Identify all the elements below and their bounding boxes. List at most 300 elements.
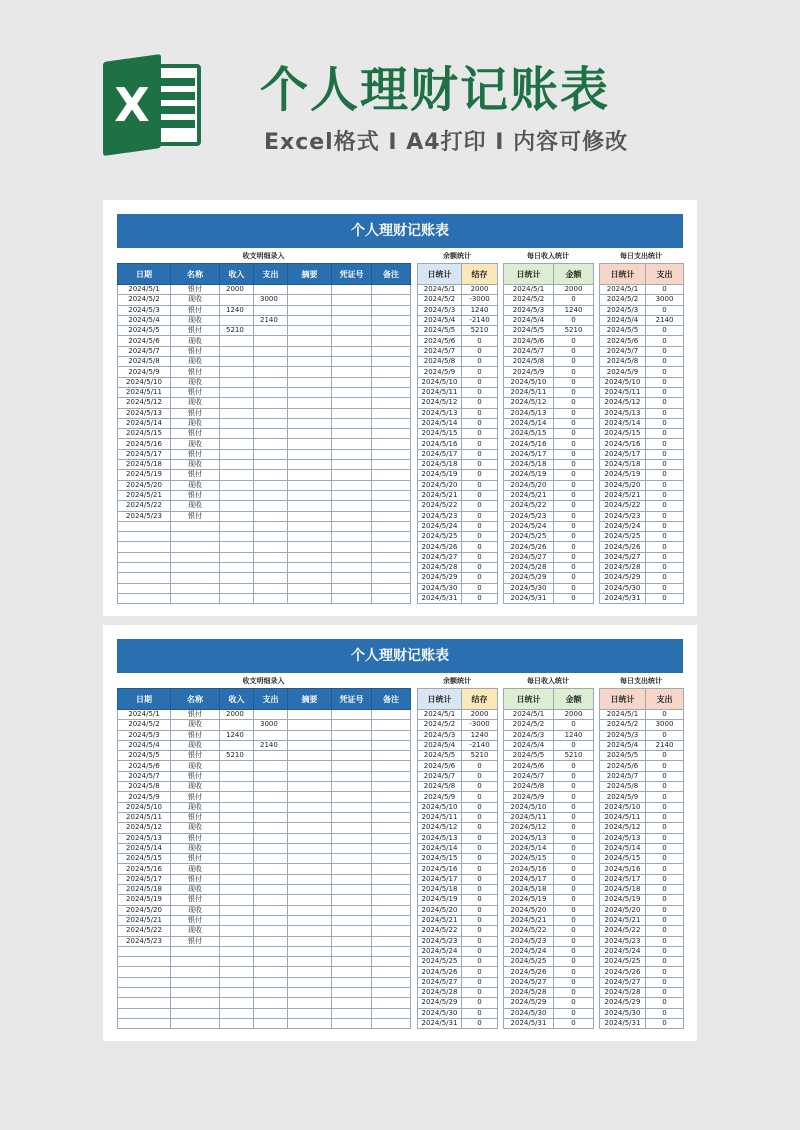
table-cell[interactable] xyxy=(254,1008,288,1018)
table-cell[interactable]: 2024/5/5 xyxy=(118,326,171,336)
table-cell[interactable] xyxy=(288,460,332,470)
table-cell[interactable] xyxy=(372,429,411,439)
table-cell[interactable] xyxy=(332,542,372,552)
table-cell[interactable]: 银付 xyxy=(171,771,220,781)
table-cell[interactable] xyxy=(288,926,332,936)
table-cell[interactable] xyxy=(254,480,288,490)
table-cell[interactable] xyxy=(372,532,411,542)
table-cell[interactable]: 银付 xyxy=(171,326,220,336)
table-cell[interactable] xyxy=(220,988,254,998)
table-cell[interactable]: 现收 xyxy=(171,295,220,305)
table-cell[interactable] xyxy=(332,740,372,750)
table-cell[interactable] xyxy=(220,833,254,843)
table-cell[interactable] xyxy=(220,998,254,1008)
table-cell[interactable] xyxy=(372,946,411,956)
table-cell[interactable] xyxy=(372,398,411,408)
table-cell[interactable] xyxy=(332,387,372,397)
table-cell[interactable]: 2024/5/23 xyxy=(118,936,171,946)
table-cell[interactable] xyxy=(288,573,332,583)
table-cell[interactable] xyxy=(254,792,288,802)
table-cell[interactable] xyxy=(254,854,288,864)
table-cell[interactable] xyxy=(220,563,254,573)
table-cell[interactable]: 2024/5/14 xyxy=(118,418,171,428)
table-cell[interactable] xyxy=(372,583,411,593)
table-cell[interactable]: 5210 xyxy=(220,326,254,336)
table-cell[interactable] xyxy=(332,563,372,573)
table-cell[interactable]: 现收 xyxy=(171,377,220,387)
table-cell[interactable]: 2024/5/19 xyxy=(118,895,171,905)
table-cell[interactable] xyxy=(372,295,411,305)
table-cell[interactable] xyxy=(220,854,254,864)
table-cell[interactable] xyxy=(332,501,372,511)
table-cell[interactable] xyxy=(332,854,372,864)
table-cell[interactable] xyxy=(332,377,372,387)
table-cell[interactable] xyxy=(372,854,411,864)
table-cell[interactable] xyxy=(254,511,288,521)
table-cell[interactable] xyxy=(332,812,372,822)
table-cell[interactable] xyxy=(372,490,411,500)
table-cell[interactable] xyxy=(332,490,372,500)
table-cell[interactable] xyxy=(220,977,254,987)
table-cell[interactable]: 银付 xyxy=(171,305,220,315)
table-cell[interactable] xyxy=(332,583,372,593)
table-cell[interactable] xyxy=(288,336,332,346)
table-cell[interactable] xyxy=(171,573,220,583)
table-cell[interactable]: 银付 xyxy=(171,511,220,521)
table-cell[interactable] xyxy=(288,367,332,377)
table-cell[interactable] xyxy=(171,967,220,977)
table-cell[interactable] xyxy=(332,936,372,946)
table-cell[interactable] xyxy=(288,552,332,562)
table-cell[interactable] xyxy=(288,843,332,853)
table-cell[interactable] xyxy=(288,449,332,459)
table-cell[interactable] xyxy=(254,977,288,987)
table-cell[interactable]: 银付 xyxy=(171,854,220,864)
table-cell[interactable] xyxy=(254,563,288,573)
table-cell[interactable]: 2024/5/8 xyxy=(118,357,171,367)
table-cell[interactable]: 2024/5/1 xyxy=(118,710,171,720)
table-cell[interactable] xyxy=(288,833,332,843)
table-cell[interactable] xyxy=(254,583,288,593)
table-cell[interactable]: 银付 xyxy=(171,346,220,356)
table-cell[interactable] xyxy=(254,998,288,1008)
table-cell[interactable] xyxy=(171,1018,220,1028)
table-cell[interactable] xyxy=(372,593,411,603)
table-cell[interactable] xyxy=(372,1018,411,1028)
table-cell[interactable] xyxy=(332,998,372,1008)
table-cell[interactable] xyxy=(372,957,411,967)
table-cell[interactable]: 现收 xyxy=(171,761,220,771)
table-cell[interactable]: 银付 xyxy=(171,449,220,459)
table-cell[interactable] xyxy=(254,398,288,408)
table-cell[interactable] xyxy=(372,521,411,531)
table-cell[interactable] xyxy=(332,864,372,874)
table-cell[interactable] xyxy=(220,398,254,408)
table-cell[interactable]: 2024/5/6 xyxy=(118,336,171,346)
table-cell[interactable] xyxy=(372,771,411,781)
table-cell[interactable] xyxy=(254,501,288,511)
table-cell[interactable] xyxy=(220,761,254,771)
table-cell[interactable] xyxy=(254,439,288,449)
table-cell[interactable]: 3000 xyxy=(254,720,288,730)
table-cell[interactable]: 现收 xyxy=(171,802,220,812)
table-cell[interactable]: 现收 xyxy=(171,926,220,936)
table-cell[interactable] xyxy=(372,843,411,853)
table-cell[interactable]: 2024/5/3 xyxy=(118,730,171,740)
table-cell[interactable] xyxy=(372,751,411,761)
table-cell[interactable] xyxy=(118,988,171,998)
table-cell[interactable] xyxy=(171,957,220,967)
table-cell[interactable] xyxy=(332,326,372,336)
table-cell[interactable] xyxy=(332,967,372,977)
table-cell[interactable] xyxy=(288,988,332,998)
table-cell[interactable]: 2024/5/12 xyxy=(118,398,171,408)
table-cell[interactable] xyxy=(254,336,288,346)
table-cell[interactable] xyxy=(372,926,411,936)
table-cell[interactable] xyxy=(288,792,332,802)
table-cell[interactable] xyxy=(332,988,372,998)
table-cell[interactable] xyxy=(288,387,332,397)
table-cell[interactable] xyxy=(118,521,171,531)
table-cell[interactable] xyxy=(220,1018,254,1028)
table-cell[interactable] xyxy=(332,398,372,408)
table-cell[interactable]: 2024/5/15 xyxy=(118,854,171,864)
table-cell[interactable] xyxy=(118,583,171,593)
table-cell[interactable] xyxy=(220,823,254,833)
table-cell[interactable] xyxy=(332,346,372,356)
table-cell[interactable]: 2024/5/22 xyxy=(118,926,171,936)
table-cell[interactable] xyxy=(372,563,411,573)
table-cell[interactable] xyxy=(254,843,288,853)
table-cell[interactable] xyxy=(118,977,171,987)
table-cell[interactable] xyxy=(288,957,332,967)
table-cell[interactable] xyxy=(220,583,254,593)
table-cell[interactable]: 2024/5/12 xyxy=(118,823,171,833)
table-cell[interactable] xyxy=(254,429,288,439)
table-cell[interactable] xyxy=(118,573,171,583)
table-cell[interactable] xyxy=(372,449,411,459)
table-cell[interactable] xyxy=(220,460,254,470)
table-cell[interactable] xyxy=(332,885,372,895)
table-cell[interactable] xyxy=(372,823,411,833)
table-cell[interactable] xyxy=(372,336,411,346)
table-cell[interactable] xyxy=(254,751,288,761)
table-cell[interactable] xyxy=(254,823,288,833)
table-cell[interactable]: 2024/5/10 xyxy=(118,802,171,812)
table-cell[interactable]: 2024/5/11 xyxy=(118,387,171,397)
table-cell[interactable] xyxy=(254,449,288,459)
table-cell[interactable]: 银付 xyxy=(171,408,220,418)
table-cell[interactable] xyxy=(372,874,411,884)
table-cell[interactable] xyxy=(220,429,254,439)
table-cell[interactable] xyxy=(288,761,332,771)
table-cell[interactable] xyxy=(254,387,288,397)
table-cell[interactable] xyxy=(288,532,332,542)
table-cell[interactable] xyxy=(220,895,254,905)
table-cell[interactable]: 现收 xyxy=(171,720,220,730)
table-cell[interactable] xyxy=(332,429,372,439)
table-cell[interactable] xyxy=(254,812,288,822)
table-cell[interactable] xyxy=(220,336,254,346)
table-cell[interactable]: 2024/5/14 xyxy=(118,843,171,853)
table-cell[interactable] xyxy=(118,1018,171,1028)
table-cell[interactable] xyxy=(288,315,332,325)
table-cell[interactable]: 银付 xyxy=(171,936,220,946)
table-cell[interactable]: 银付 xyxy=(171,285,220,295)
table-cell[interactable] xyxy=(171,988,220,998)
table-cell[interactable] xyxy=(372,1008,411,1018)
table-cell[interactable]: 2140 xyxy=(254,740,288,750)
table-cell[interactable] xyxy=(254,905,288,915)
table-cell[interactable] xyxy=(372,761,411,771)
table-cell[interactable] xyxy=(332,418,372,428)
table-cell[interactable] xyxy=(220,387,254,397)
table-cell[interactable] xyxy=(288,720,332,730)
table-cell[interactable]: 2024/5/17 xyxy=(118,874,171,884)
table-cell[interactable] xyxy=(254,967,288,977)
table-cell[interactable] xyxy=(220,521,254,531)
table-cell[interactable]: 2024/5/18 xyxy=(118,885,171,895)
table-cell[interactable] xyxy=(372,895,411,905)
table-cell[interactable] xyxy=(288,885,332,895)
table-cell[interactable] xyxy=(171,1008,220,1018)
table-cell[interactable]: 银付 xyxy=(171,895,220,905)
table-cell[interactable]: 2024/5/9 xyxy=(118,792,171,802)
table-cell[interactable] xyxy=(254,490,288,500)
table-cell[interactable] xyxy=(220,295,254,305)
table-cell[interactable] xyxy=(254,573,288,583)
table-cell[interactable] xyxy=(332,761,372,771)
table-cell[interactable] xyxy=(332,946,372,956)
table-cell[interactable] xyxy=(254,915,288,925)
table-cell[interactable] xyxy=(332,905,372,915)
table-cell[interactable] xyxy=(288,1008,332,1018)
table-cell[interactable] xyxy=(118,967,171,977)
table-cell[interactable] xyxy=(220,905,254,915)
table-cell[interactable] xyxy=(288,874,332,884)
table-cell[interactable] xyxy=(220,936,254,946)
table-cell[interactable] xyxy=(254,895,288,905)
table-cell[interactable] xyxy=(288,295,332,305)
table-cell[interactable] xyxy=(254,542,288,552)
table-cell[interactable] xyxy=(332,285,372,295)
table-cell[interactable] xyxy=(372,326,411,336)
table-cell[interactable]: 银付 xyxy=(171,387,220,397)
table-cell[interactable] xyxy=(372,730,411,740)
table-cell[interactable] xyxy=(332,874,372,884)
table-cell[interactable]: 3000 xyxy=(254,295,288,305)
table-cell[interactable] xyxy=(254,761,288,771)
table-cell[interactable] xyxy=(254,367,288,377)
table-cell[interactable] xyxy=(372,346,411,356)
table-cell[interactable] xyxy=(288,905,332,915)
table-cell[interactable]: 现收 xyxy=(171,315,220,325)
table-cell[interactable] xyxy=(332,957,372,967)
table-cell[interactable]: 银付 xyxy=(171,429,220,439)
table-cell[interactable] xyxy=(372,501,411,511)
table-cell[interactable] xyxy=(332,926,372,936)
table-cell[interactable] xyxy=(332,305,372,315)
table-cell[interactable]: 2024/5/16 xyxy=(118,864,171,874)
table-cell[interactable]: 2024/5/21 xyxy=(118,490,171,500)
table-cell[interactable] xyxy=(288,346,332,356)
table-cell[interactable] xyxy=(220,720,254,730)
table-cell[interactable]: 银付 xyxy=(171,730,220,740)
table-cell[interactable]: 2024/5/5 xyxy=(118,751,171,761)
table-cell[interactable]: 银付 xyxy=(171,367,220,377)
table-cell[interactable]: 2024/5/11 xyxy=(118,812,171,822)
table-cell[interactable] xyxy=(372,305,411,315)
table-cell[interactable] xyxy=(288,782,332,792)
table-cell[interactable] xyxy=(288,998,332,1008)
table-cell[interactable] xyxy=(332,357,372,367)
table-cell[interactable] xyxy=(171,542,220,552)
table-cell[interactable]: 银付 xyxy=(171,470,220,480)
table-cell[interactable] xyxy=(332,295,372,305)
table-cell[interactable] xyxy=(288,730,332,740)
table-cell[interactable] xyxy=(288,583,332,593)
table-cell[interactable] xyxy=(288,563,332,573)
table-cell[interactable]: 2024/5/4 xyxy=(118,740,171,750)
table-cell[interactable] xyxy=(372,357,411,367)
table-cell[interactable] xyxy=(288,1018,332,1028)
table-cell[interactable] xyxy=(372,460,411,470)
table-cell[interactable] xyxy=(220,843,254,853)
table-cell[interactable] xyxy=(372,864,411,874)
table-cell[interactable]: 现收 xyxy=(171,439,220,449)
table-cell[interactable] xyxy=(220,346,254,356)
table-cell[interactable]: 银付 xyxy=(171,490,220,500)
table-cell[interactable] xyxy=(288,521,332,531)
table-cell[interactable] xyxy=(171,563,220,573)
table-cell[interactable] xyxy=(288,357,332,367)
table-cell[interactable] xyxy=(220,967,254,977)
table-cell[interactable] xyxy=(220,367,254,377)
table-cell[interactable] xyxy=(220,573,254,583)
table-cell[interactable]: 银付 xyxy=(171,874,220,884)
table-cell[interactable]: 现收 xyxy=(171,864,220,874)
table-cell[interactable] xyxy=(254,874,288,884)
table-cell[interactable] xyxy=(254,710,288,720)
table-cell[interactable] xyxy=(254,957,288,967)
table-cell[interactable] xyxy=(332,771,372,781)
table-cell[interactable]: 银付 xyxy=(171,751,220,761)
table-cell[interactable]: 2024/5/18 xyxy=(118,460,171,470)
table-cell[interactable] xyxy=(254,470,288,480)
table-cell[interactable] xyxy=(171,583,220,593)
table-cell[interactable] xyxy=(288,326,332,336)
table-cell[interactable] xyxy=(288,915,332,925)
table-cell[interactable] xyxy=(288,429,332,439)
table-cell[interactable] xyxy=(220,439,254,449)
table-cell[interactable] xyxy=(118,1008,171,1018)
table-cell[interactable]: 现收 xyxy=(171,418,220,428)
table-cell[interactable]: 银付 xyxy=(171,710,220,720)
table-cell[interactable] xyxy=(288,593,332,603)
table-cell[interactable]: 现收 xyxy=(171,398,220,408)
table-cell[interactable]: 银付 xyxy=(171,915,220,925)
table-cell[interactable] xyxy=(372,285,411,295)
table-cell[interactable] xyxy=(220,771,254,781)
table-cell[interactable] xyxy=(220,593,254,603)
table-cell[interactable] xyxy=(288,710,332,720)
table-cell[interactable]: 2024/5/13 xyxy=(118,833,171,843)
table-cell[interactable] xyxy=(254,357,288,367)
table-cell[interactable] xyxy=(372,885,411,895)
table-cell[interactable] xyxy=(332,802,372,812)
table-cell[interactable] xyxy=(254,936,288,946)
table-cell[interactable]: 2000 xyxy=(220,710,254,720)
table-cell[interactable] xyxy=(288,285,332,295)
table-cell[interactable] xyxy=(372,792,411,802)
table-cell[interactable] xyxy=(254,946,288,956)
table-cell[interactable]: 1240 xyxy=(220,305,254,315)
table-cell[interactable]: 2024/5/4 xyxy=(118,315,171,325)
table-cell[interactable] xyxy=(254,285,288,295)
table-cell[interactable] xyxy=(332,1018,372,1028)
table-cell[interactable] xyxy=(220,470,254,480)
table-cell[interactable] xyxy=(118,957,171,967)
table-cell[interactable] xyxy=(332,480,372,490)
table-cell[interactable] xyxy=(332,511,372,521)
table-cell[interactable] xyxy=(288,977,332,987)
table-cell[interactable] xyxy=(288,542,332,552)
table-cell[interactable] xyxy=(332,710,372,720)
table-cell[interactable]: 2024/5/23 xyxy=(118,511,171,521)
table-cell[interactable] xyxy=(372,552,411,562)
table-cell[interactable] xyxy=(220,812,254,822)
table-cell[interactable]: 2024/5/2 xyxy=(118,295,171,305)
table-cell[interactable] xyxy=(254,833,288,843)
table-cell[interactable] xyxy=(332,915,372,925)
table-cell[interactable] xyxy=(372,710,411,720)
table-cell[interactable] xyxy=(332,573,372,583)
table-cell[interactable]: 2024/5/6 xyxy=(118,761,171,771)
table-cell[interactable] xyxy=(254,326,288,336)
table-cell[interactable]: 2024/5/15 xyxy=(118,429,171,439)
table-cell[interactable] xyxy=(332,521,372,531)
table-cell[interactable] xyxy=(332,833,372,843)
table-cell[interactable] xyxy=(288,936,332,946)
table-cell[interactable] xyxy=(254,305,288,315)
table-cell[interactable] xyxy=(332,843,372,853)
table-cell[interactable] xyxy=(332,532,372,542)
table-cell[interactable]: 2024/5/7 xyxy=(118,346,171,356)
table-cell[interactable] xyxy=(254,418,288,428)
table-cell[interactable] xyxy=(118,532,171,542)
table-cell[interactable] xyxy=(288,470,332,480)
table-cell[interactable] xyxy=(254,521,288,531)
table-cell[interactable] xyxy=(288,377,332,387)
table-cell[interactable] xyxy=(220,740,254,750)
table-cell[interactable]: 2000 xyxy=(220,285,254,295)
table-cell[interactable] xyxy=(372,802,411,812)
table-cell[interactable] xyxy=(254,408,288,418)
table-cell[interactable] xyxy=(118,552,171,562)
table-cell[interactable]: 2024/5/16 xyxy=(118,439,171,449)
table-cell[interactable] xyxy=(254,988,288,998)
table-cell[interactable] xyxy=(220,552,254,562)
table-cell[interactable]: 现收 xyxy=(171,905,220,915)
table-cell[interactable] xyxy=(288,408,332,418)
table-cell[interactable] xyxy=(288,305,332,315)
table-cell[interactable] xyxy=(220,480,254,490)
table-cell[interactable] xyxy=(220,377,254,387)
table-cell[interactable] xyxy=(254,730,288,740)
table-cell[interactable] xyxy=(288,398,332,408)
table-cell[interactable] xyxy=(220,915,254,925)
table-cell[interactable] xyxy=(220,357,254,367)
